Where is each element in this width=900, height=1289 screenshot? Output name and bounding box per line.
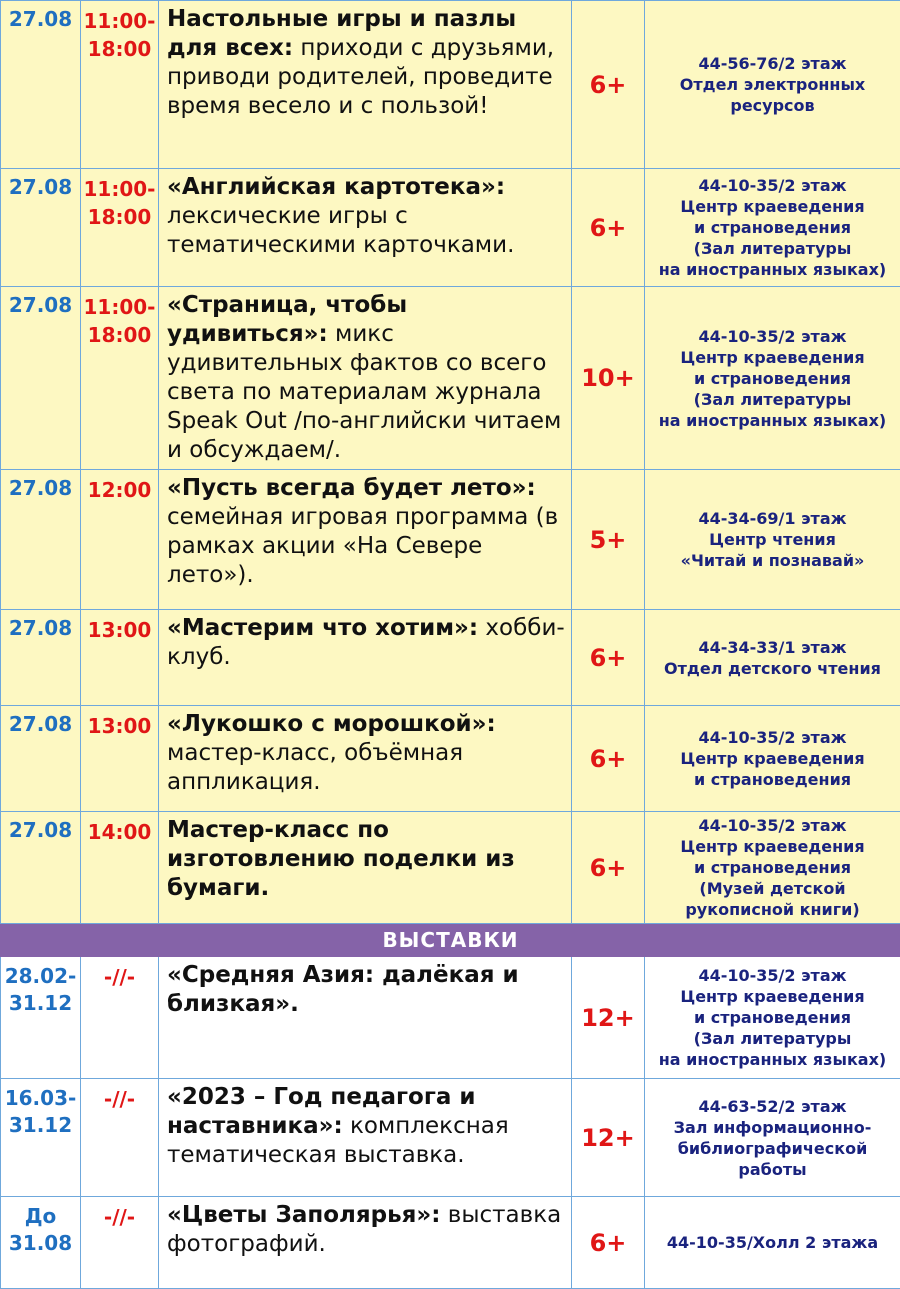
event-time: 13:00	[81, 706, 159, 812]
event-title	[159, 287, 572, 470]
event-title-rest: мастер-класс, объёмная аппликация.	[167, 740, 463, 795]
exhibition-place: 44-63-52/2 этаж Зал информационно- библиографической работы	[645, 1079, 900, 1197]
event-title-rest: микс удивительных фактов со всего света по материалам журнала Speak Out /по-английски читаем и обсуждаем/.	[167, 321, 561, 463]
event-date: 27.08	[1, 287, 81, 470]
event-time: 11:00- 18:00	[81, 1, 159, 169]
event-row	[1, 1, 900, 169]
age-rating: 6+	[572, 1, 645, 169]
event-title-rest: лексические игры с тематическими карточками.	[167, 203, 514, 258]
event-time: 11:00- 18:00	[81, 287, 159, 470]
exhibition-title	[159, 957, 572, 1079]
exhibition-title-lead: «2023 – Год педагога и наставника»:	[167, 1084, 476, 1139]
event-title-lead: «Лукошко с морошкой»:	[167, 711, 496, 737]
event-title-rest: хобби-клуб.	[167, 615, 565, 670]
age-rating: 12+	[572, 957, 645, 1079]
event-date: 27.08	[1, 1, 81, 169]
event-row	[1, 287, 900, 470]
event-date: 27.08	[1, 706, 81, 812]
event-date: 27.08	[1, 169, 81, 287]
event-title-lead: «Страница, чтобы удивиться»:	[167, 292, 407, 347]
event-place: 44-10-35/2 этаж Центр краеведения и страноведения (Зал литературы на иностранных языках)	[645, 169, 900, 287]
event-time: 12:00	[81, 470, 159, 610]
exhibition-date: 16.03- 31.12	[1, 1079, 81, 1197]
section-header	[1, 924, 900, 957]
event-date: 27.08	[1, 610, 81, 706]
event-time: 14:00	[81, 812, 159, 924]
event-title-lead: «Пусть всегда будет лето»:	[167, 475, 536, 501]
exhibition-title	[159, 1079, 572, 1197]
age-rating: 6+	[572, 812, 645, 924]
event-title-lead: Настольные игры и пазлы для всех:	[167, 6, 516, 61]
exhibition-date: До 31.08	[1, 1197, 81, 1289]
exhibition-time: -//-	[81, 957, 159, 1079]
event-row	[1, 470, 900, 610]
exhibition-title-lead: «Цветы Заполярья»:	[167, 1202, 440, 1228]
exhibition-time: -//-	[81, 1197, 159, 1289]
event-place: 44-10-35/2 этаж Центр краеведения и страноведения (Зал литературы на иностранных языках)	[645, 287, 900, 470]
exhibition-place: 44-10-35/Холл 2 этажа	[645, 1197, 900, 1289]
event-title	[159, 706, 572, 812]
event-title-lead: «Мастерим что хотим»:	[167, 615, 478, 641]
exhibition-title-rest: выставка фотографий.	[167, 1202, 561, 1257]
event-title	[159, 812, 572, 924]
exhibition-place: 44-10-35/2 этаж Центр краеведения и страноведения (Зал литературы на иностранных языках)	[645, 957, 900, 1079]
event-place: 44-10-35/2 этаж Центр краеведения и страноведения (Музей детской рукописной книги)	[645, 812, 900, 924]
exhibition-row	[1, 1197, 900, 1289]
age-rating: 6+	[572, 1197, 645, 1289]
age-rating: 12+	[572, 1079, 645, 1197]
event-date: 27.08	[1, 812, 81, 924]
event-date: 27.08	[1, 470, 81, 610]
event-title	[159, 169, 572, 287]
age-rating: 6+	[572, 610, 645, 706]
age-rating: 6+	[572, 169, 645, 287]
event-title	[159, 470, 572, 610]
exhibition-time: -//-	[81, 1079, 159, 1197]
exhibition-row	[1, 1079, 900, 1197]
event-time: 13:00	[81, 610, 159, 706]
event-place: 44-34-33/1 этаж Отдел детского чтения	[645, 610, 900, 706]
exhibition-date: 28.02- 31.12	[1, 957, 81, 1079]
exhibition-title-lead: «Средняя Азия: далёкая и близкая».	[167, 962, 519, 1017]
event-row	[1, 706, 900, 812]
age-rating: 10+	[572, 287, 645, 470]
event-title-lead: «Английская картотека»:	[167, 174, 505, 200]
exhibition-title	[159, 1197, 572, 1289]
section-title: ВЫСТАВКИ	[1, 924, 900, 957]
event-row	[1, 610, 900, 706]
event-title-lead: Мастер-класс по изготовлению поделки из бумаги.	[167, 817, 515, 901]
event-time: 11:00- 18:00	[81, 169, 159, 287]
age-rating: 5+	[572, 470, 645, 610]
event-place: 44-34-69/1 этаж Центр чтения «Читай и познавай»	[645, 470, 900, 610]
event-title	[159, 1, 572, 169]
event-place: 44-56-76/2 этаж Отдел электронных ресурсов	[645, 1, 900, 169]
age-rating: 6+	[572, 706, 645, 812]
event-title-rest: приходи с друзьями, приводи родителей, проведите время весело и с пользой!	[167, 35, 554, 119]
exhibition-row	[1, 957, 900, 1079]
event-title-rest: семейная игровая программа (в рамках акции «На Севере лето»).	[167, 504, 558, 588]
event-place: 44-10-35/2 этаж Центр краеведения и страноведения	[645, 706, 900, 812]
event-row	[1, 169, 900, 287]
exhibition-title-rest: комплексная тематическая выставка.	[167, 1113, 509, 1168]
event-row	[1, 812, 900, 924]
event-title	[159, 610, 572, 706]
